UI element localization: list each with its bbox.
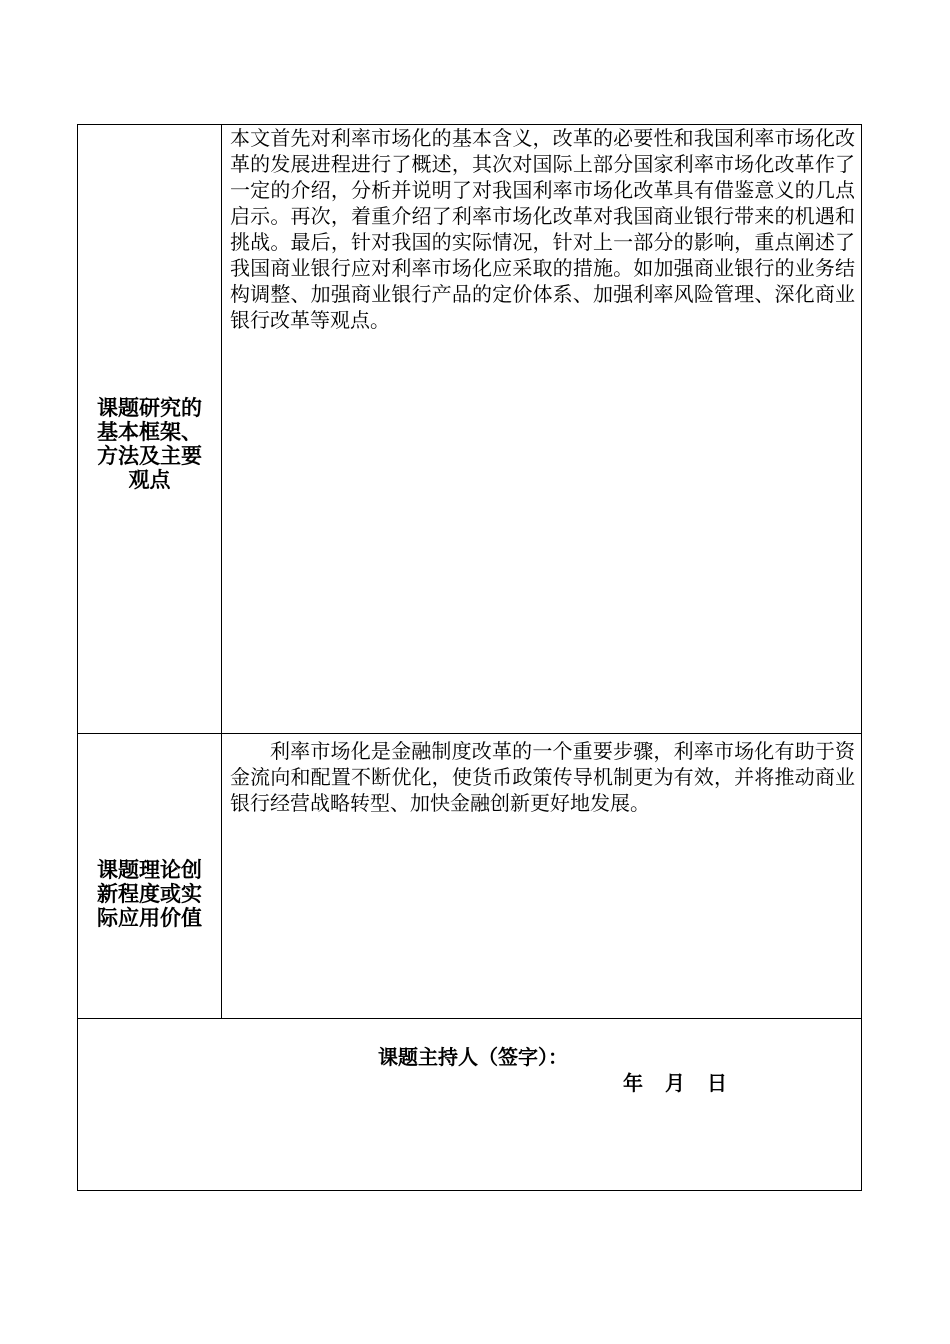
framework-row [78, 125, 861, 733]
signature-date: 年 月 日 [623, 1071, 728, 1095]
innovation-label: 课题理论创新程度或实际应用价值 [97, 857, 202, 930]
framework-label: 课题研究的基本框架、方法及主要观点 [97, 395, 202, 492]
form-table [77, 124, 862, 1191]
signature-row [78, 1018, 861, 1190]
signature-label: 课题主持人（签字）： [378, 1045, 568, 1069]
innovation-row [78, 733, 861, 1018]
framework-content: 本文首先对利率市场化的基本含义，改革的必要性和我国利率市场化改革的发展进程进行了概述，其次对国际上部分国家利率市场化改革作了一定的介绍，分析并说明了对我国利率市场化改革具有借鉴意义的几点启示。再次，着重介绍了利率市场化改革对我国商业银行带来的机遇和挑战。最后，针对我国的实际情况，针对上一部分的影响，重点阐述了我国商业银行应对利率市场化应采取的措施。如加强商业银行的业务结构调整、加强商业银行产品的定价体系、加强利率风险管理、深化商业银行改革等观点。 [230, 126, 855, 332]
innovation-label-cell [78, 734, 222, 1018]
framework-label-cell [78, 125, 222, 733]
innovation-content-cell [222, 734, 861, 1018]
framework-content-cell [222, 125, 861, 733]
innovation-content: 利率市场化是金融制度改革的一个重要步骤，利率市场化有助于资金流向和配置不断优化，使货币政策传导机制更为有效，并将推动商业银行经营战略转型、加快金融创新更好地发展。 [230, 739, 855, 815]
